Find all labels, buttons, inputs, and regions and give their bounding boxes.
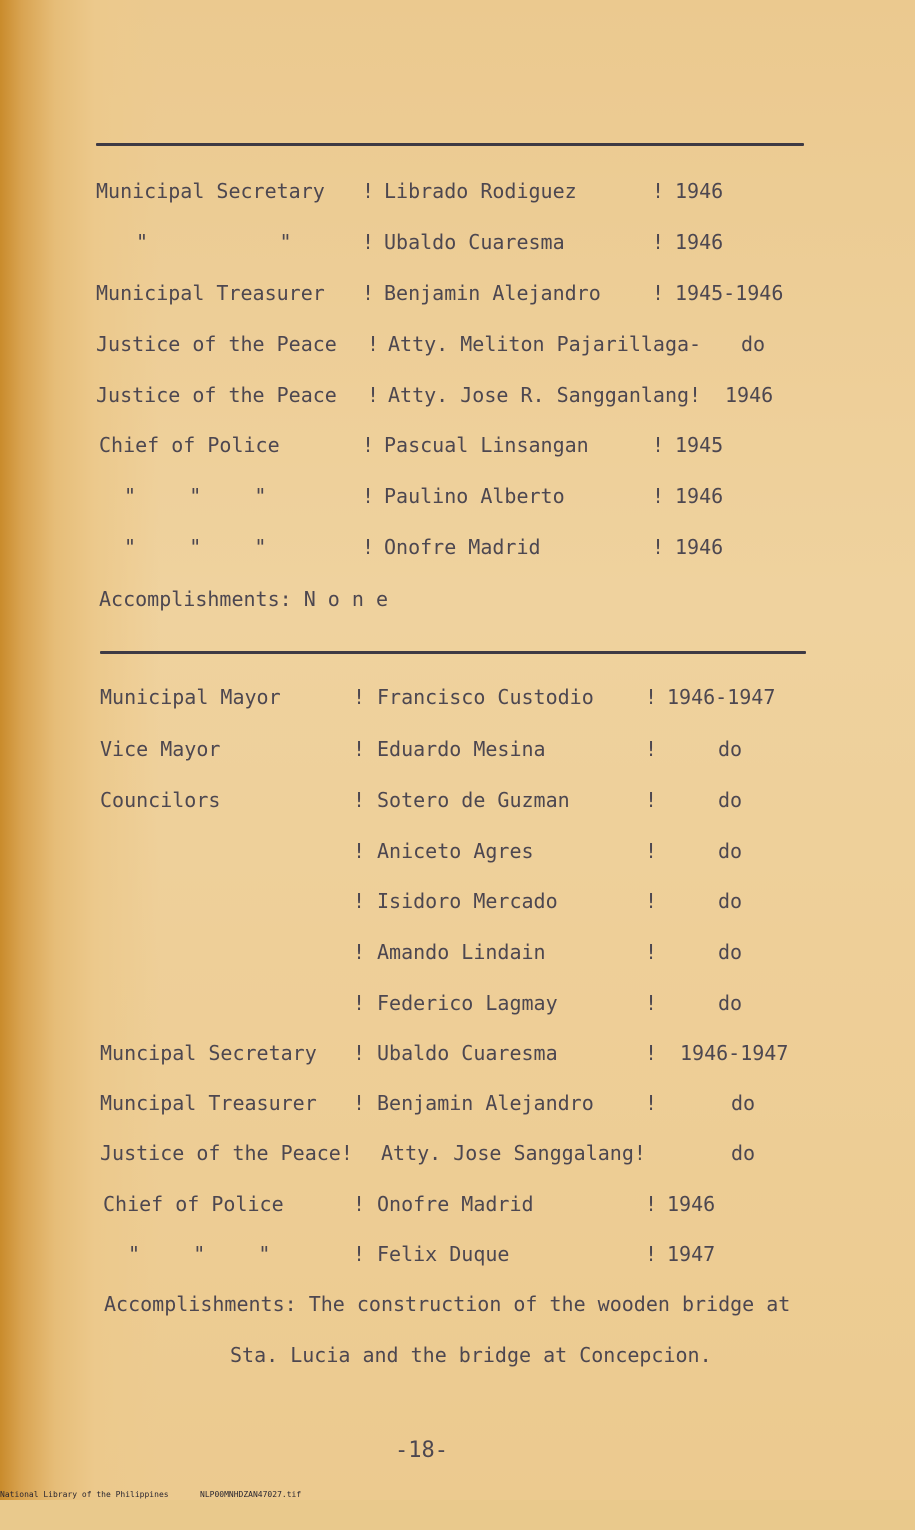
table-row: [0, 1038, 915, 1068]
separator: !: [645, 889, 658, 913]
name-cell: Benjamin Alejandro: [384, 281, 601, 305]
term-cell: 1945: [675, 433, 724, 457]
position-cell: Chief of Police: [103, 1192, 284, 1216]
term-cell: 1945-1946: [675, 281, 784, 305]
table-row: [0, 734, 915, 764]
separator: !: [353, 839, 366, 863]
footer-file: NLP00MNHDZAN47027.tif: [200, 1490, 302, 1499]
separator: !: [652, 535, 665, 559]
separator: !: [645, 991, 658, 1015]
separator: !: [353, 788, 366, 812]
term-cell: do: [718, 991, 743, 1015]
position-cell: " ": [136, 230, 293, 254]
separator: !: [645, 788, 658, 812]
table-row: [0, 176, 915, 206]
separator: !: [645, 1192, 658, 1216]
name-cell: Felix Duque: [377, 1242, 510, 1266]
table-row: [0, 380, 915, 410]
table-row: [0, 682, 915, 712]
separator: !: [645, 839, 658, 863]
name-cell: Amando Lindain: [377, 940, 546, 964]
position-cell: " " ": [128, 1242, 272, 1266]
position-cell: Justice of the Peace: [96, 332, 337, 356]
term-cell: do: [731, 1091, 756, 1115]
position-cell: " " ": [124, 535, 268, 559]
separator: !: [362, 281, 375, 305]
term-cell: do: [718, 889, 743, 913]
table-row: [0, 836, 915, 866]
name-cell: Onofre Madrid: [384, 535, 541, 559]
name-cell: Atty. Jose Sanggalang!: [381, 1141, 646, 1165]
name-cell: Paulino Alberto: [384, 484, 565, 508]
name-cell: Ubaldo Cuaresma: [377, 1041, 558, 1065]
name-cell: Isidoro Mercado: [377, 889, 558, 913]
separator: !: [353, 1192, 366, 1216]
separator: !: [353, 1091, 366, 1115]
footer-library: National Library of the Philippines: [0, 1490, 169, 1499]
separator: !: [652, 179, 665, 203]
term-cell: do: [731, 1141, 756, 1165]
separator: !: [353, 1242, 366, 1266]
separator: !: [645, 685, 658, 709]
term-cell: 1946: [675, 179, 724, 203]
name-cell: Sotero de Guzman: [377, 788, 570, 812]
table-row: [0, 227, 915, 257]
page-number: -18-: [395, 1438, 448, 1463]
term-cell: do: [718, 737, 743, 761]
position-cell: Vice Mayor: [100, 737, 221, 761]
separator: !: [645, 1242, 658, 1266]
separator: !: [362, 484, 375, 508]
term-cell: 1947: [667, 1242, 716, 1266]
position-cell: Justice of the Peace: [96, 383, 337, 407]
separator: !: [652, 433, 665, 457]
separator: !: [362, 179, 375, 203]
position-cell: Muncipal Treasurer: [100, 1091, 317, 1115]
separator: !: [353, 685, 366, 709]
position-cell: Municipal Secretary: [96, 179, 325, 203]
separator: !: [362, 433, 375, 457]
name-cell: Eduardo Mesina: [377, 737, 546, 761]
separator: !: [645, 940, 658, 964]
table-row: [0, 886, 915, 916]
position-cell: Chief of Police: [99, 433, 280, 457]
term-cell: 1946: [675, 535, 724, 559]
position-cell: " " ": [124, 484, 268, 508]
section2-accomplishments-line2: Sta. Lucia and the bridge at Concepcion.: [230, 1343, 712, 1367]
separator: !: [645, 1091, 658, 1115]
table-row: [0, 329, 915, 359]
name-cell: Onofre Madrid: [377, 1192, 534, 1216]
name-cell: Federico Lagmay: [377, 991, 558, 1015]
term-cell: do: [718, 940, 743, 964]
term-cell: do: [718, 839, 743, 863]
name-cell: Ubaldo Cuaresma: [384, 230, 565, 254]
separator: !: [645, 1041, 658, 1065]
name-cell: Atty. Meliton Pajarillaga-: [388, 332, 702, 356]
position-cell: Muncipal Secretary: [100, 1041, 317, 1065]
term-cell: 1946: [667, 1192, 716, 1216]
table-row: [0, 532, 915, 562]
table-row: [0, 1189, 915, 1219]
scan-footer: [0, 1490, 915, 1500]
name-cell: Francisco Custodio: [377, 685, 594, 709]
separator: !: [353, 991, 366, 1015]
separator: !: [367, 383, 380, 407]
section1-accomplishments: Accomplishments: N o n e: [99, 587, 388, 611]
section1-top-rule: [96, 143, 804, 146]
separator: !: [652, 484, 665, 508]
table-row: [0, 785, 915, 815]
table-row: [0, 1088, 915, 1118]
name-cell: Atty. Jose R. Sangganlang!: [388, 383, 702, 407]
position-cell: Councilors: [100, 788, 221, 812]
term-cell: do: [741, 332, 766, 356]
position-cell: Municipal Treasurer: [96, 281, 325, 305]
separator: !: [362, 535, 375, 559]
separator: !: [353, 737, 366, 761]
name-cell: Pascual Linsangan: [384, 433, 589, 457]
name-cell: Librado Rodiguez: [384, 179, 577, 203]
table-row: [0, 278, 915, 308]
term-cell: 1946: [725, 383, 774, 407]
separator: !: [353, 889, 366, 913]
separator: !: [652, 230, 665, 254]
term-cell: 1946-1947: [680, 1041, 789, 1065]
table-row: [0, 1239, 915, 1269]
table-row: [0, 988, 915, 1018]
section2-accomplishments-line1: Accomplishments: The construction of the wooden bridge at: [104, 1292, 791, 1316]
term-cell: do: [718, 788, 743, 812]
table-row: [0, 937, 915, 967]
separator: !: [652, 281, 665, 305]
term-cell: 1946: [675, 230, 724, 254]
separator: !: [353, 940, 366, 964]
section2-top-rule: [100, 651, 806, 654]
term-cell: 1946: [675, 484, 724, 508]
table-row: [0, 430, 915, 460]
separator: !: [645, 737, 658, 761]
table-row: [0, 481, 915, 511]
name-cell: Benjamin Alejandro: [377, 1091, 594, 1115]
position-cell: Municipal Mayor: [100, 685, 281, 709]
separator: !: [353, 1041, 366, 1065]
separator: !: [367, 332, 380, 356]
table-row: [0, 1138, 915, 1168]
term-cell: 1946-1947: [667, 685, 776, 709]
position-cell: Justice of the Peace!: [100, 1141, 353, 1165]
separator: !: [362, 230, 375, 254]
name-cell: Aniceto Agres: [377, 839, 534, 863]
